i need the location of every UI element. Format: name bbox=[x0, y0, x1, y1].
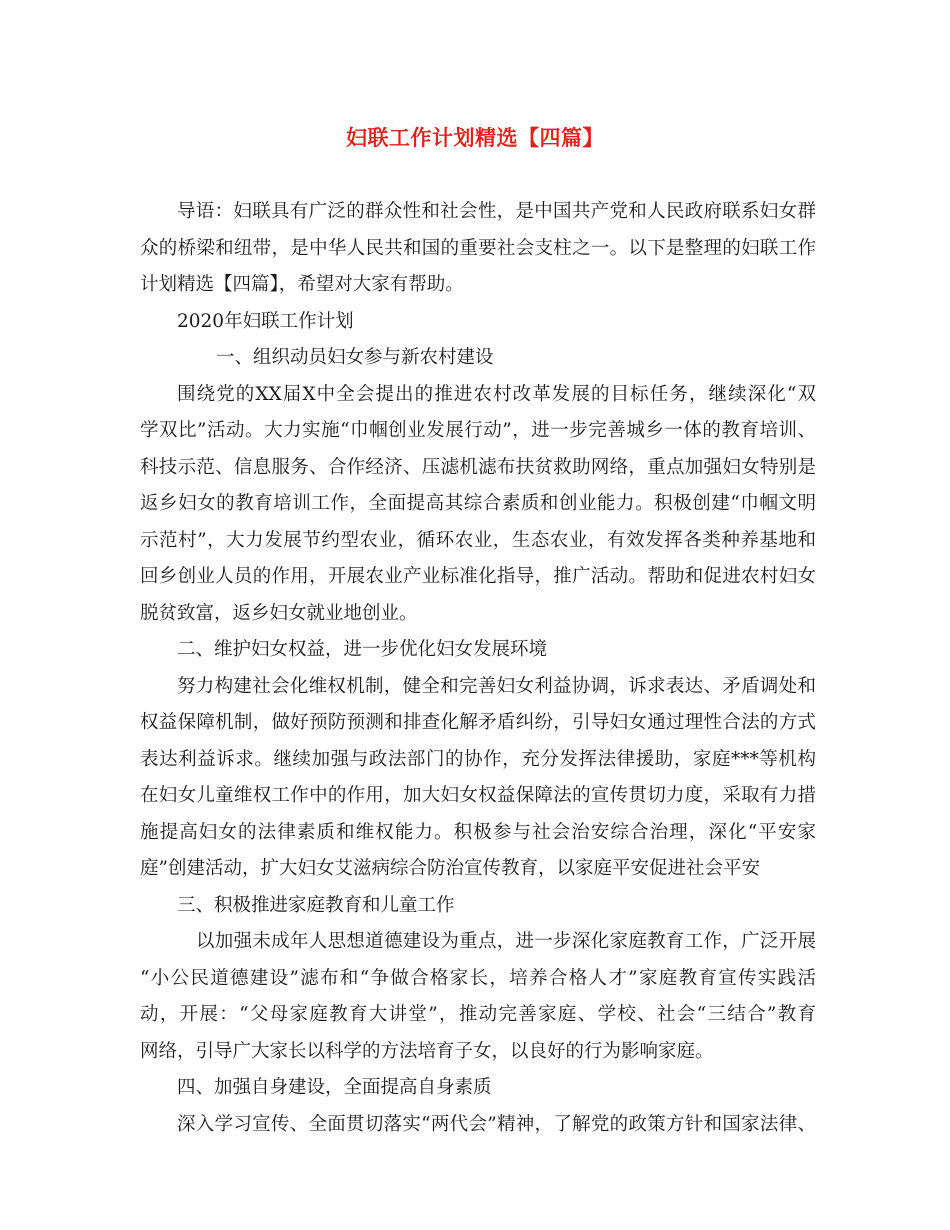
section-1-line-3: 科技示范、信息服务、合作经济、压滤机滤布扶贫救助网络，重点加强妇女特别是 bbox=[140, 456, 816, 478]
intro-line-1: 导语：妇联具有广泛的群众性和社会性，是中国共产党和人民政府联系妇女群 bbox=[177, 201, 816, 222]
section-3-heading: 三、积极推进家庭教育和儿童工作 bbox=[177, 894, 455, 916]
section-2-line-3: 表达利益诉求。继续加强与政法部门的协作，充分发挥法律援助，家庭***等机构 bbox=[140, 748, 816, 770]
section-1-line-5: 示范村”，大力发展节约型农业，循环农业，生态农业，有效发挥各类种养基地和 bbox=[140, 529, 816, 551]
document-body bbox=[140, 194, 816, 1143]
section-1-line-2: 学双比”活动。大力实施“巾帼创业发展行动”，进一步完善城乡一体的教育培训、 bbox=[140, 420, 816, 441]
section-2-line-4: 在妇女儿童维权工作中的作用，加大妇女权益保障法的宣传贯切力度，采取有力措 bbox=[140, 785, 816, 806]
section-1-heading: 一、组织动员妇女参与新农村建设 bbox=[216, 347, 494, 368]
section-1-line-7: 脱贫致富，返乡妇女就业地创业。 bbox=[140, 602, 418, 624]
section-3-line-2: “小公民道德建设”滤布和“争做合格家长，培养合格人才”家庭教育宣传实践活 bbox=[140, 967, 816, 989]
section-1-line-4: 返乡妇女的教育培训工作，全面提高其综合素质和创业能力。积极创建“巾帼文明 bbox=[140, 493, 816, 514]
section-2-line-1: 努力构建社会化维权机制，健全和完善妇女利益协调，诉求表达、矛盾调处和 bbox=[177, 675, 816, 697]
section-3-line-1: 以加强未成年人思想道德建设为重点，进一步深化家庭教育工作，广泛开展 bbox=[196, 931, 816, 952]
intro-line-2: 众的桥梁和纽带，是中华人民共和国的重要社会支柱之一。以下是整理的妇联工作 bbox=[140, 237, 816, 259]
section-1-line-6: 回乡创业人员的作用，开展农业产业标准化指导，推广活动。帮助和促进农村妇女 bbox=[140, 566, 816, 587]
section-2-line-2: 权益保障机制，做好预防预测和排查化解矛盾纠纷，引导妇女通过理性合法的方式 bbox=[140, 712, 816, 733]
document-title: 妇联工作计划精选【四篇】 bbox=[346, 126, 604, 150]
section-2-heading: 二、维护妇女权益，进一步优化妇女发展环境 bbox=[177, 639, 548, 660]
intro-line-3: 计划精选【四篇】，希望对大家有帮助。 bbox=[140, 274, 464, 295]
plan-heading: 2020年妇联工作计划 bbox=[177, 310, 354, 332]
section-2-line-5: 施提高妇女的法律素质和维权能力。积极参与社会治安综合治理，深化“平安家 bbox=[140, 821, 816, 843]
section-1-line-1: 围绕党的XX届X中全会提出的推进农村改革发展的目标任务，继续深化“双 bbox=[177, 383, 816, 405]
section-3-line-3: 动，开展：“父母家庭教育大讲堂”，推动完善家庭、学校、社会“三结合”教育 bbox=[140, 1004, 816, 1025]
section-4-line-1: 深入学习宣传、全面贯切落实“两代会”精神，了解党的政策方针和国家法律、 bbox=[177, 1113, 816, 1135]
section-2-line-6: 庭”创建活动，扩大妇女艾滋病综合防治宣传教育，以家庭平安促进社会平安 bbox=[140, 858, 760, 879]
section-3-line-4: 网络，引导广大家长以科学的方法培育子女，以良好的行为影响家庭。 bbox=[140, 1040, 714, 1062]
section-4-heading: 四、加强自身建设，全面提高自身素质 bbox=[177, 1077, 492, 1098]
